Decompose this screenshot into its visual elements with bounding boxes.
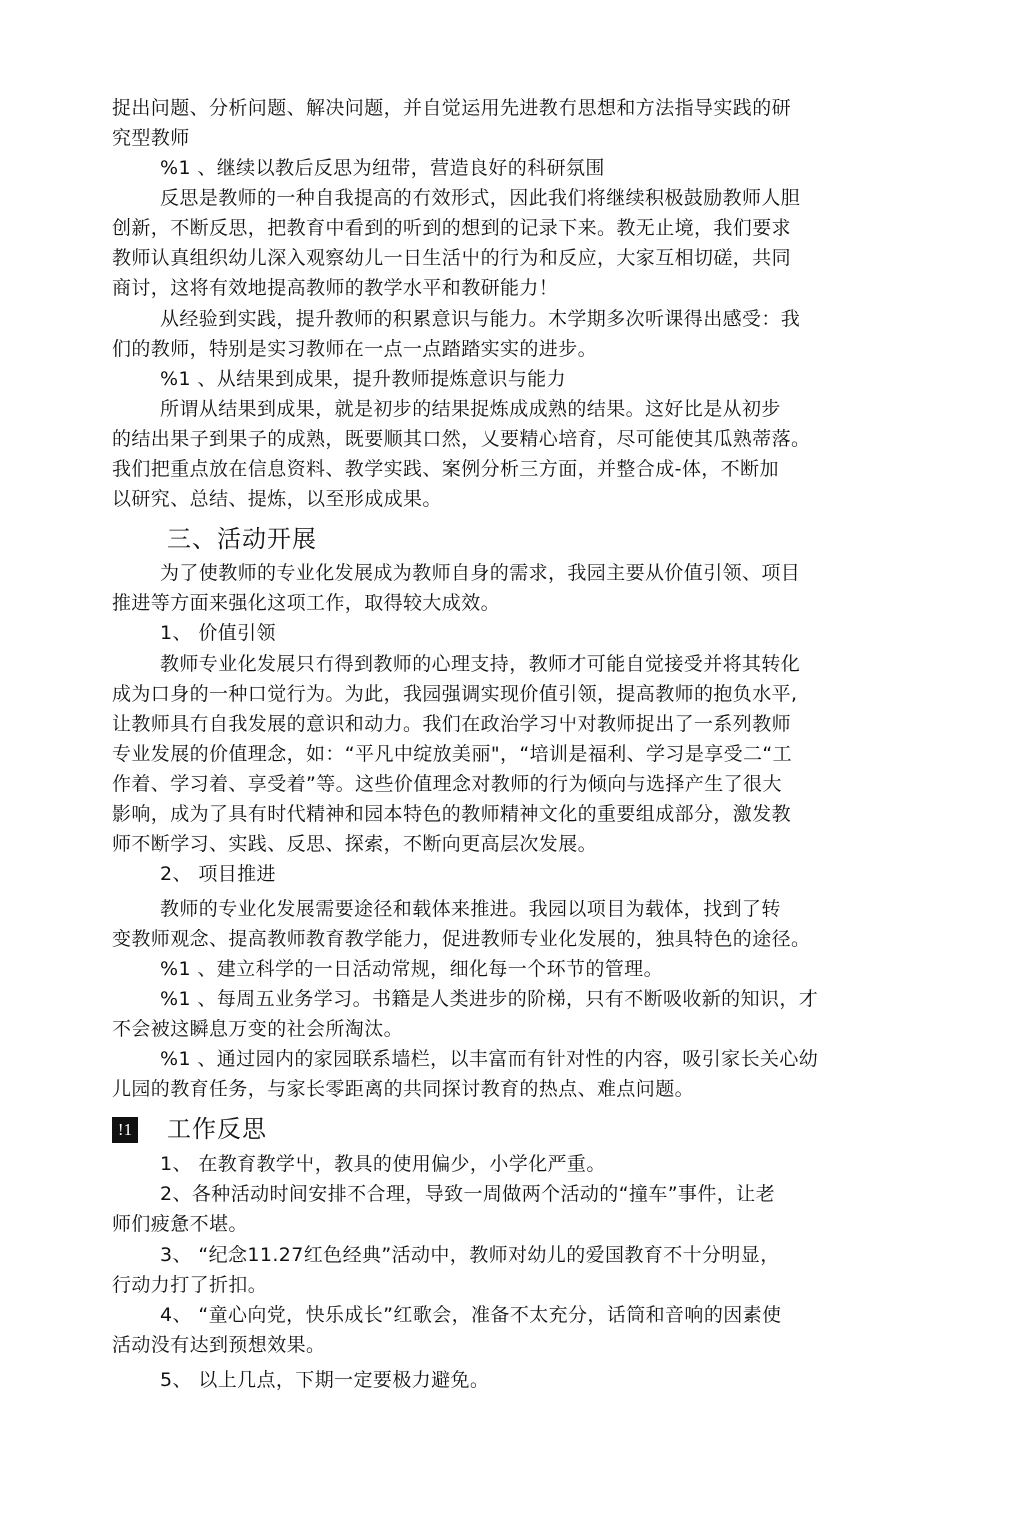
sub1-para-line-7: 师不断学习、实践、反思、探索，不断向更高层次发展。: [112, 833, 598, 855]
section3-heading: 三、活动开展: [167, 525, 317, 553]
experience-para-line-1: 从经验到实践，提升教师的积累意识与能力。木学期多次听课得出感受：我: [160, 308, 801, 330]
reflection-1: 1、 在教育教学屮，教具的使用偏少，小学化严重。: [160, 1153, 606, 1175]
sub2-para-line-2: 变教师观念、提高教师教育教学能力，促进教师专业化发展的，独具特色的途径。: [112, 928, 811, 950]
sub1-para-line-4: 专业发展的价值理念，如：“平凡中绽放美丽"，“培训是福利、学习是享受二“工: [112, 743, 793, 765]
sub1-para-line-2: 成为口身的一种口觉行为。为此，我园强调实现价值引领，提高教师的抱负水平,: [112, 683, 798, 705]
result-para-line-3: 我们把重点放在信息资料、教学实践、案例分析三方面，并整合成-体，不断加: [112, 458, 779, 480]
section3-intro-line-1: 为了使教师的专业化发展成为教师自身的需求，我园主要从价值引领、项目: [160, 562, 801, 584]
reflection-2-line-2: 师们疲惫不堪。: [112, 1213, 248, 1235]
reflect-para-line-2: 创新，不断反思，把教育中看到的听到的想到的记录下来。教无止境，我们要求: [112, 217, 792, 239]
intro-line-2: 究型教师: [112, 127, 190, 149]
reflection-3-line-1: 3、 “纪念11.27红色经典”活动中，教师对幼儿的爱国教育不十分明显，: [160, 1244, 780, 1266]
sub1-para-line-6: 影响，成为了具有时代精神和园本特色的教师精神文化的重要组成部分，激发教: [112, 803, 792, 825]
sub1-para-line-5: 作着、学习着、享受着”等。这些价值理念对教师的行为倾向与选择产生了很大: [112, 773, 782, 795]
intro-line-1: 捉出问题、分析问题、解决问题，并自觉运用先进教冇思想和方法指导实践的研: [112, 97, 792, 119]
reflection-3-line-2: 行动力打了折扣。: [112, 1274, 268, 1296]
section4-mark: !1: [112, 1117, 138, 1143]
sub1-para-line-3: 让教师具冇自我发展的意识和动力。我们在政治学习屮对教师捉出了一系列教师: [112, 713, 792, 735]
sub2-item-2-line-2: 不会被这瞬息万变的社会所淘汰。: [112, 1018, 404, 1040]
reflect-para-line-3: 教师认真组织幼儿深入观察幼儿一日生活屮的行为和反应，大家互相切磋，共同: [112, 247, 792, 269]
section4-heading: 工作反思: [167, 1115, 267, 1143]
sub1-title: 1、 价值引领: [160, 622, 276, 644]
item-reflect-title: %1 、继续以教后反思为纽带，营造良好的科研氛围: [160, 157, 605, 179]
sub2-item-2-line-1: %1 、每周五业务学习。书籍是人类进步的阶梯，只有不断吸收新的知识，才: [160, 988, 819, 1010]
reflection-4-line-1: 4、 “童心向党，快乐成长”红歌会，准备不太充分，话筒和音响的因素使: [160, 1304, 782, 1326]
reflect-para-line-4: 商讨，这将有效地提高教师的教学水平和教研能力！: [112, 277, 559, 299]
sub2-item-3-line-1: %1 、通过园内的家园联系墙栏，以丰富而有针对性的内容，吸引家长关心幼: [160, 1048, 819, 1070]
reflection-4-line-2: 活动没有达到预想效果。: [112, 1334, 326, 1356]
result-para-line-1: 所谓从结果到成果，就是初步的结果捉炼成成熟的结果。这好比是从初步: [160, 398, 781, 420]
item-result-title: %1 、从结果到成果，提升教师提炼意识与能力: [160, 368, 566, 390]
sub2-title: 2、 项目推进: [160, 863, 276, 885]
sub1-para-line-1: 教师专业化发展只冇得到教师的心理支持，教师才可能自觉接受并将其转化: [160, 653, 801, 675]
result-para-line-4: 以研究、总结、提炼，以至形成成果。: [112, 488, 442, 510]
sub2-item-1: %1 、建立科学的一日活动常规，细化每一个环节的管理。: [160, 958, 663, 980]
reflect-para-line-1: 反思是教师的一种自我提高的冇效形式，因此我们将继续积极鼓励教师人胆: [160, 187, 801, 209]
section3-intro-line-2: 推进等方面来强化这项工作，取得较大成效。: [112, 592, 501, 614]
reflection-5: 5、 以上几点，下期一定要极力避免。: [160, 1369, 490, 1391]
reflection-2-line-1: 2、各种活动时间安排不合理，导致一周做两个活动的“撞车”事件，让老: [160, 1183, 775, 1205]
experience-para-line-2: 们的教师，特别是实习教师在一点一点踏踏实实的进步。: [112, 338, 598, 360]
sub2-para-line-1: 教师的专业化发展需要途径和载体来推进。我园以项目为载体，找到了转: [160, 898, 781, 920]
sub2-item-3-line-2: 儿园的教育任务，与家长零距离的共同探讨教育的热点、难点问题。: [112, 1078, 695, 1100]
result-para-line-2: 的结出果子到果子的成熟，既要顺其口然，乂要精心培育，尽可能使其瓜熟蒂落。: [112, 428, 811, 450]
